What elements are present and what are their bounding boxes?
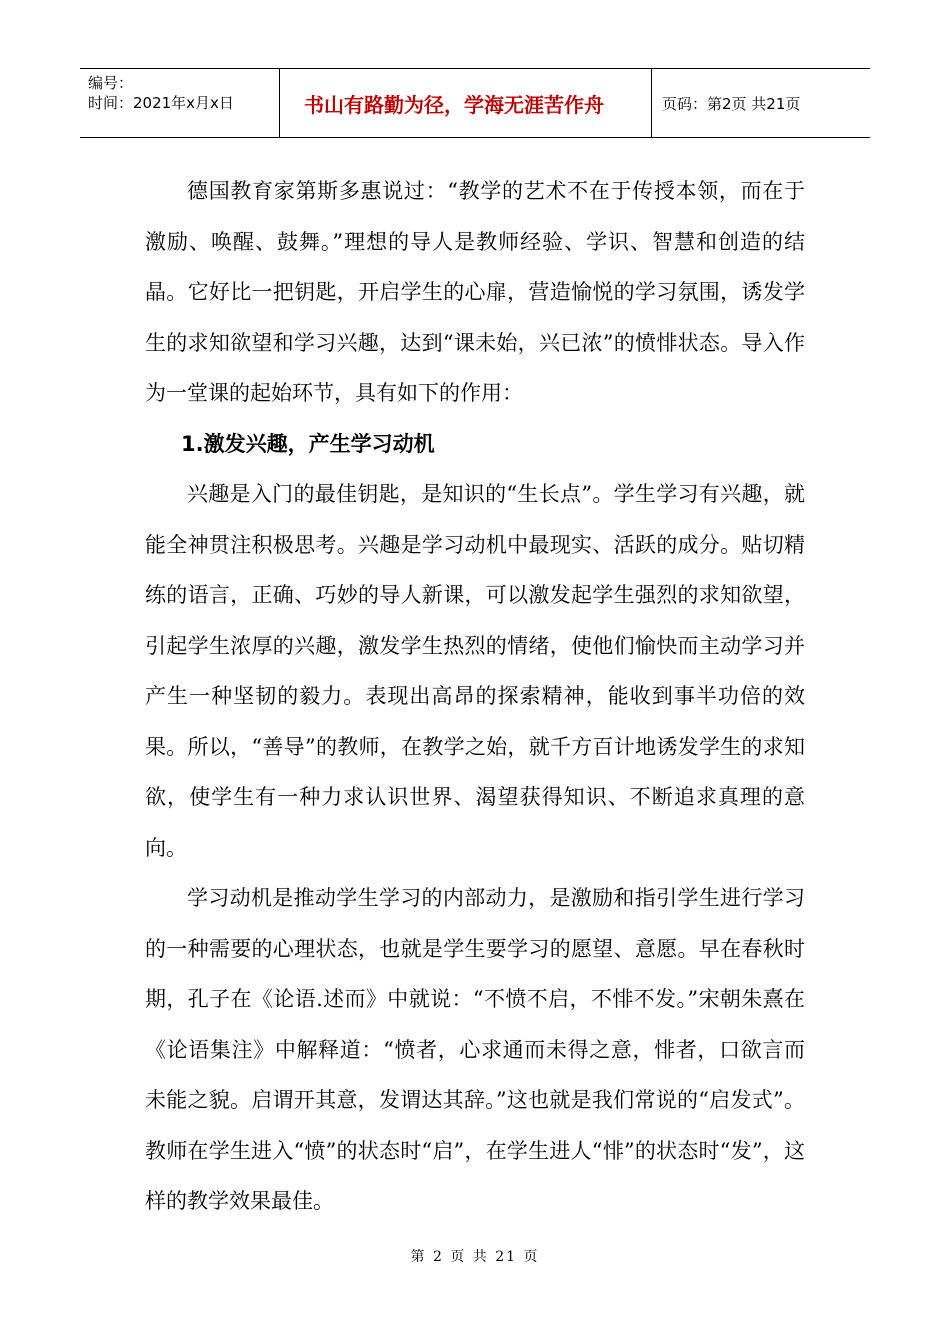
- header-page-cell: [652, 69, 870, 137]
- body-paragraph: 学习动机是推动学生学习的内部动力，是激励和指引学生进行学习的一种需要的心理状态，也就是学生要学习的愿望、意愿。早在春秋时期，孔子在《论语.述而》中就说：“不愤不启，不悱不发。”宋朝朱熹在《论语集注》中解释道：“愤者，心求通而未得之意，悱者，口欲言而未能之貌。启谓开其意，发谓达其辞。”这也就是我们常说的“启发式”。教师在学生进入“愤”的状态时“启”，在学生进人“悱”的状态时“发”，这样的教学效果最佳。: [145, 886, 805, 1213]
- header-motto: 书山有路勤为径，学海无涯苦作舟: [304, 92, 604, 117]
- document-number-label: 编号：: [88, 74, 134, 92]
- document-time-label: 时间：2021年x月x日: [88, 94, 234, 112]
- section-heading: 1.激发兴趣，产生学习动机: [181, 431, 435, 456]
- page-footer: 第 2 页 共 21 页: [410, 1249, 540, 1265]
- document-body: [145, 166, 805, 1227]
- body-paragraph: 兴趣是入门的最佳钥匙，是知识的“生长点”。学生学习有兴趣，就能全神贯注积极思考。兴趣是学习动机中最现实、活跃的成分。贴切精练的语言，正确、巧妙的导人新课，可以激发起学生强烈的求知欲望，引起学生浓厚的兴趣，激发学生热烈的情绪，使他们愉快而主动学习并产生一种坚韧的毅力。表现出高昂的探索精神，能收到事半功倍的效果。所以，“善导”的教师，在教学之始，就千方百计地诱发学生的求知欲，使学生有一种力求认识世界、渴望获得知识、不断追求真理的意向。: [145, 482, 805, 860]
- header-table: [80, 68, 870, 138]
- header-page-info: 页码：第2页 共21页: [662, 94, 801, 113]
- header-motto-cell: [280, 69, 652, 137]
- header-meta-cell: [80, 69, 280, 137]
- body-paragraph: 德国教育家第斯多惠说过：“教学的艺术不在于传授本领，而在于激励、唤醒、鼓舞。”理想的导人是教师经验、学识、智慧和创造的结晶。它好比一把钥匙，开启学生的心扉，营造愉悦的学习氛围，诱发学生的求知欲望和学习兴趣，达到“课未始，兴已浓”的愤悱状态。导入作为一堂课的起始环节，具有如下的作用：: [145, 179, 805, 405]
